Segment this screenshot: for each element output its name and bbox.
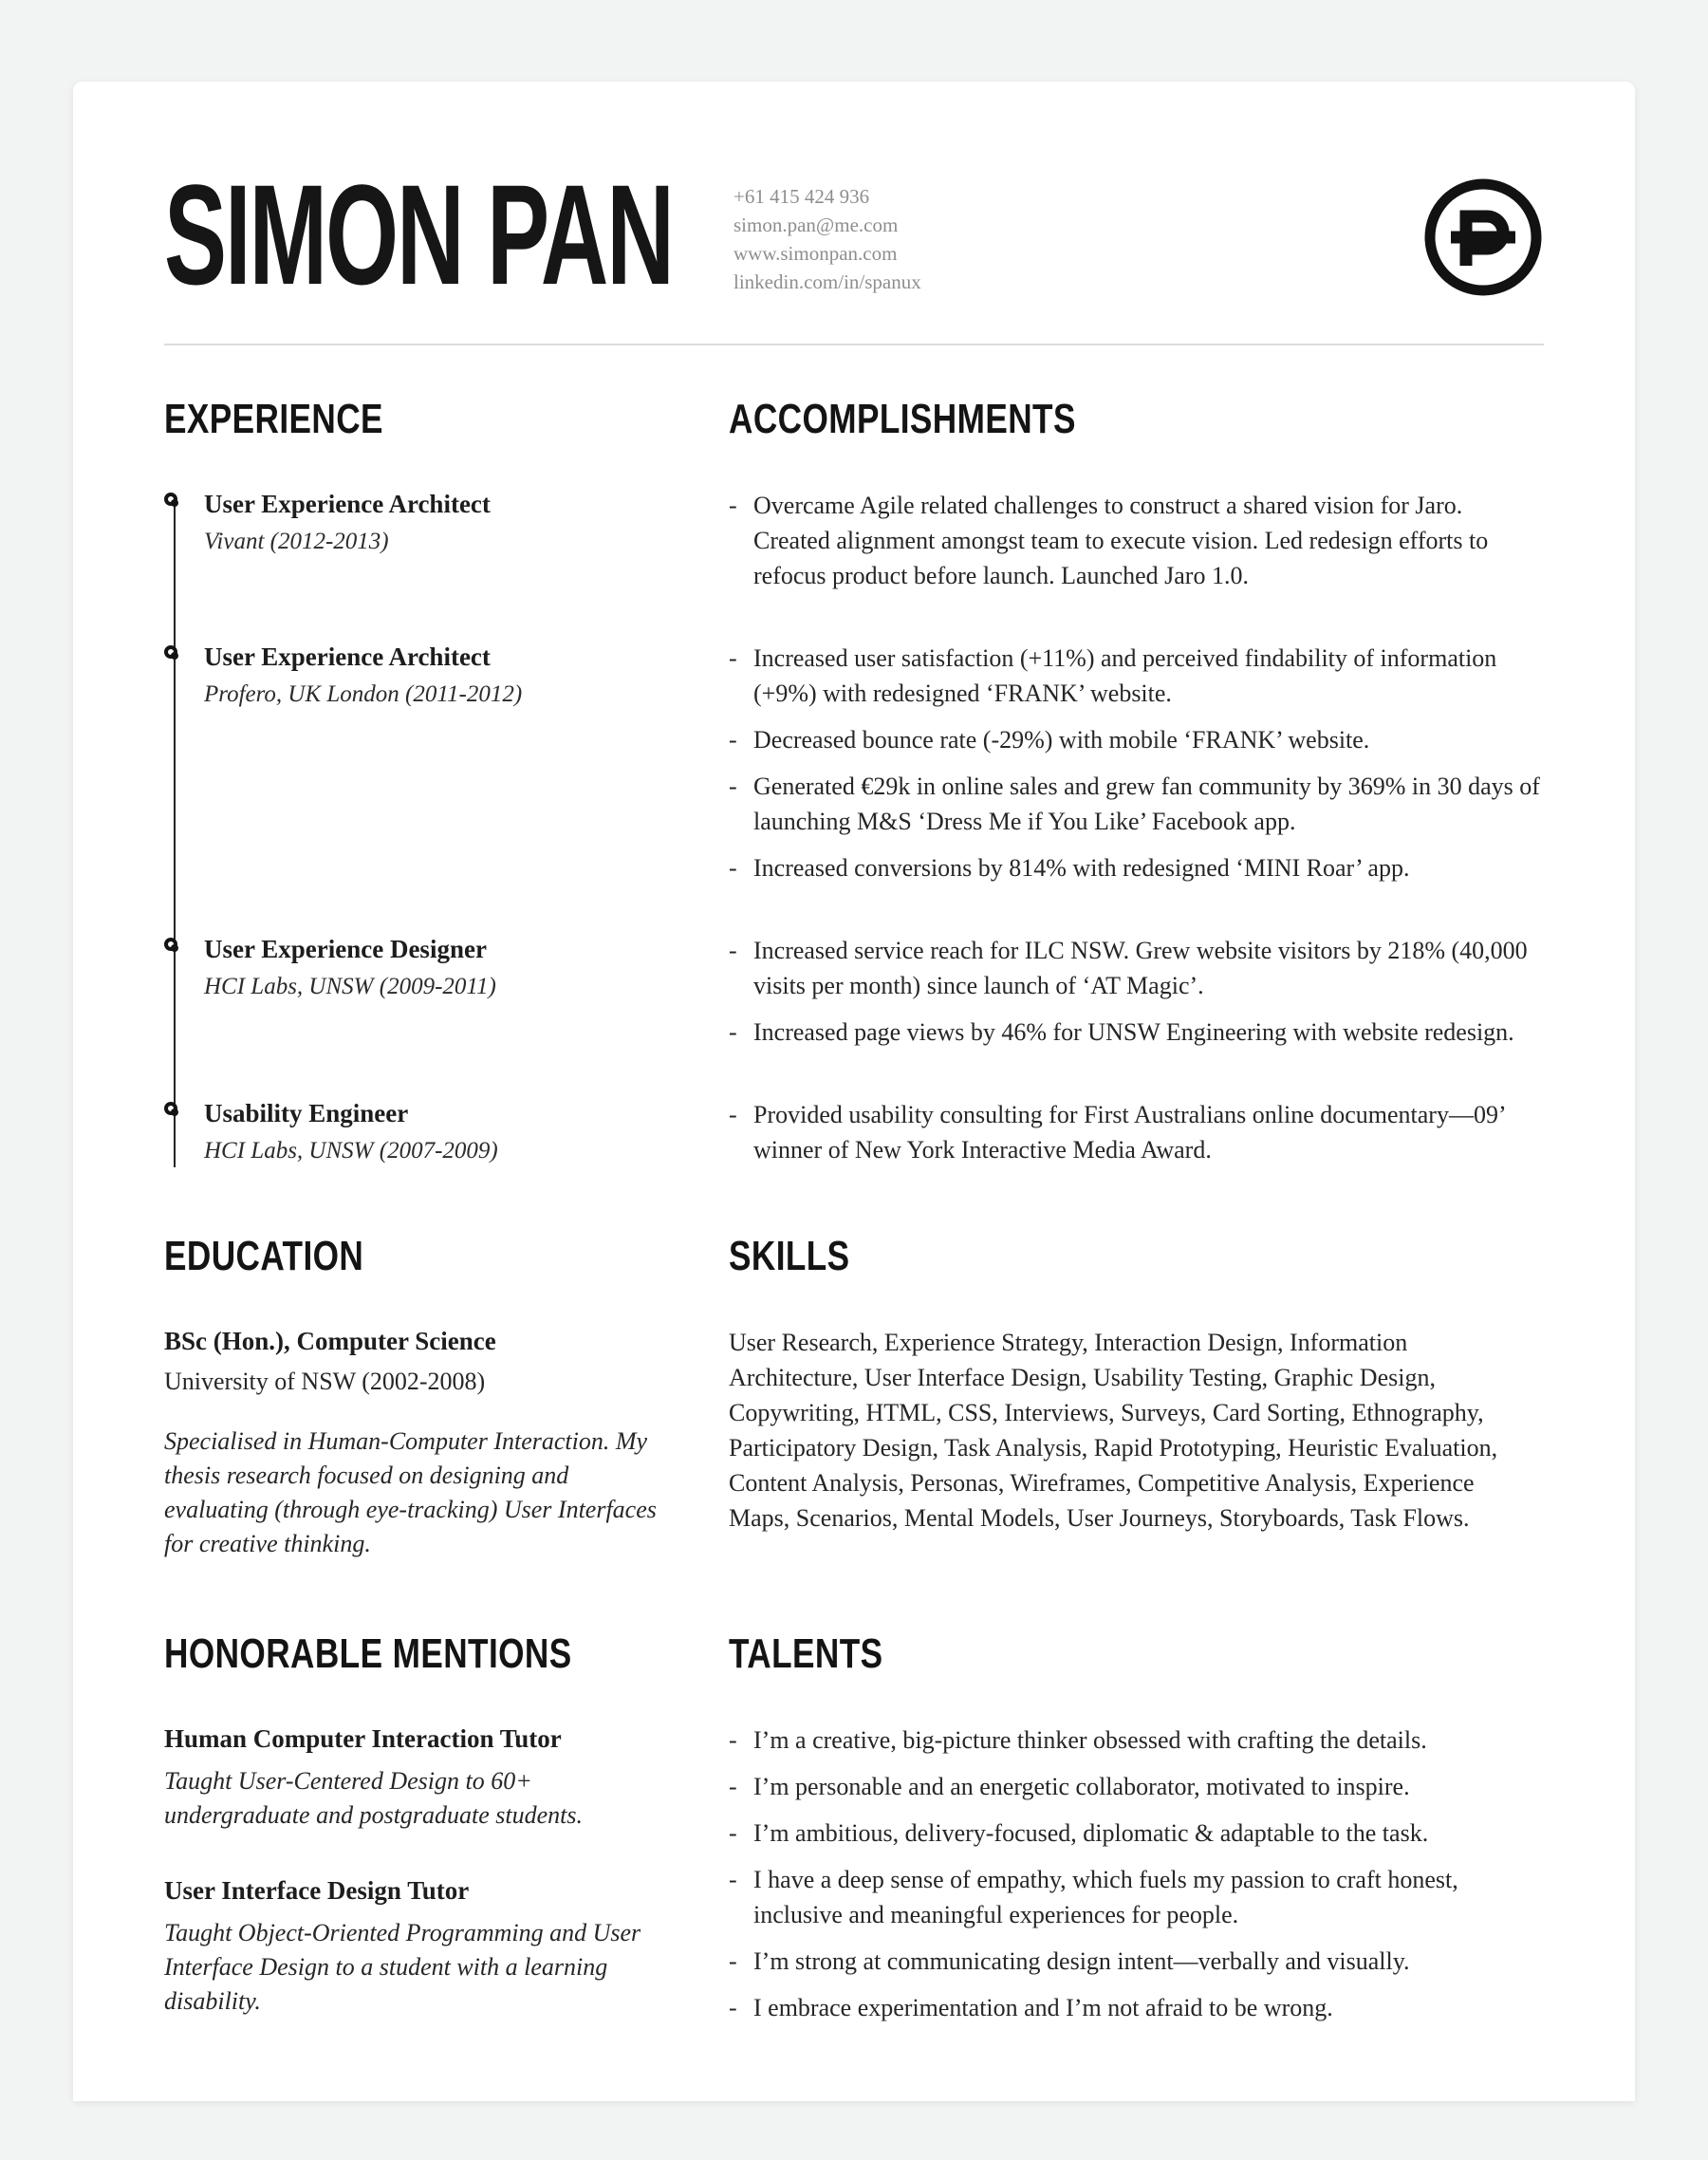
timeline-marker-icon <box>164 1102 177 1115</box>
accomplishment-item: - Provided usability consulting for First Australians online documentary—09’ winner of New York Interactive Media Award. <box>729 1097 1541 1167</box>
education-note: Specialised in Human-Computer Interaction. My thesis research focused on designing and evaluating (through eye-tracking) User Interfaces for creative thinking. <box>164 1427 657 1557</box>
job-accomplishments <box>729 641 1541 885</box>
mention-role: User Interface Design Tutor <box>164 1876 470 1905</box>
education-skills-section <box>164 1233 1544 1561</box>
resume-body <box>164 396 1544 2025</box>
job-entry <box>164 641 658 885</box>
job-org-dates: Profero, UK London (2011-2012) <box>204 681 523 707</box>
contact-line: www.simonpan.com <box>733 242 898 265</box>
education-degree: BSc (Hon.), Computer Science <box>164 1327 496 1355</box>
job-org-dates: HCI Labs, UNSW (2007-2009) <box>204 1138 498 1164</box>
experience-accomplishments-section <box>164 396 1544 1167</box>
education-entry <box>164 1325 658 1561</box>
talent-item: - I have a deep sense of empathy, which fuels my passion to craft honest, inclusive and meaningful experiences for people. <box>729 1862 1541 1932</box>
accomplishment-item: - Decreased bounce rate (-29%) with mobile ‘FRANK’ website. <box>729 722 1541 757</box>
resume-card <box>73 82 1635 2101</box>
talent-item: - I’m personable and an energetic collaborator, motivated to inspire. <box>729 1769 1541 1804</box>
mention-note: Taught User-Centered Design to 60+ undergraduate and postgraduate students. <box>164 1767 584 1829</box>
job-entry <box>164 488 658 593</box>
mention-note: Taught Object-Oriented Programming and User Interface Design to a student with a learning disability. <box>164 1919 641 2015</box>
skills-heading: SKILLS <box>729 1233 850 1279</box>
contact-line: simon.pan@me.com <box>733 214 899 236</box>
contact-block <box>733 182 921 296</box>
talents-list <box>729 1722 1541 2025</box>
experience-heading: EXPERIENCE <box>164 396 383 442</box>
education-heading: EDUCATION <box>164 1233 364 1279</box>
logo <box>1422 177 1544 298</box>
mentions-list <box>164 1722 658 2025</box>
mention-entry <box>164 1722 658 1833</box>
job-accomplishments <box>729 488 1541 593</box>
mention-entry <box>164 1874 658 2019</box>
skills-list <box>729 1325 1541 1561</box>
page-background <box>0 82 1708 2101</box>
accomplishments-heading: ACCOMPLISHMENTS <box>729 396 1076 442</box>
talent-item: - I’m a creative, big-picture thinker obsessed with crafting the details. <box>729 1722 1541 1758</box>
education-school: University of NSW (2002-2008) <box>164 1368 486 1395</box>
mentions-talents-section <box>164 1630 1544 2025</box>
mentions-heading: HONORABLE MENTIONS <box>164 1630 572 1677</box>
logo-monogram-icon <box>1422 177 1544 298</box>
job-org-dates: Vivant (2012-2013) <box>204 529 389 554</box>
timeline-marker-icon <box>164 938 177 951</box>
job-role: Usability Engineer <box>204 1099 409 1127</box>
job-org-dates: HCI Labs, UNSW (2009-2011) <box>204 974 496 999</box>
job-accomplishments <box>729 933 1541 1050</box>
talents-heading: TALENTS <box>729 1630 883 1677</box>
accomplishment-item: - Increased service reach for ILC NSW. Grew website visitors by 218% (40,000 visits per month) since launch of ‘AT Magic’. <box>729 933 1541 1003</box>
accomplishment-item: - Overcame Agile related challenges to construct a shared vision for Jaro. Created alignment amongst team to execute vision. Led redesign efforts to refocus product before launch. Launched Jaro 1.0. <box>729 488 1541 593</box>
job-role: User Experience Designer <box>204 935 487 963</box>
job-accomplishments <box>729 1097 1541 1167</box>
talent-item: - I’m strong at communicating design intent—verbally and visually. <box>729 1944 1541 1979</box>
job-role: User Experience Architect <box>204 642 491 671</box>
skills-text: User Research, Experience Strategy, Interaction Design, Information Architecture, User Interface Design, Usability Testing, Graphic Design, Copywriting, HTML, CSS, Interviews, Surveys, Card Sorting, Ethnography, Participatory Design, Task Analysis, Rapid Prototyping, Heuristic Evaluation, Content Analysis, Personas, Wireframes, Competitive Analysis, Experience Maps, Scenarios, Mental Models, User Journeys, Storyboards, Task Flows. <box>729 1329 1498 1532</box>
job-entry <box>164 1097 658 1167</box>
accomplishment-item: - Increased user satisfaction (+11%) and perceived findability of information (+9%) with redesigned ‘FRANK’ website. <box>729 641 1541 711</box>
header <box>164 155 1544 345</box>
job-role: User Experience Architect <box>204 490 491 518</box>
contact-line: +61 415 424 936 <box>733 185 870 208</box>
talent-item: - I’m ambitious, delivery-focused, diplomatic & adaptable to the task. <box>729 1816 1541 1851</box>
timeline-marker-icon <box>164 493 177 506</box>
job-entry <box>164 933 658 1050</box>
timeline-marker-icon <box>164 645 177 659</box>
accomplishment-item: - Generated €29k in online sales and grew fan community by 369% in 30 days of launching M&S ‘Dress Me if You Like’ Facebook app. <box>729 769 1541 839</box>
accomplishment-item: - Increased conversions by 814% with redesigned ‘MINI Roar’ app. <box>729 850 1541 885</box>
mention-role: Human Computer Interaction Tutor <box>164 1724 562 1753</box>
name-title: SIMON PAN <box>164 155 673 314</box>
talent-item: - I embrace experimentation and I’m not afraid to be wrong. <box>729 1990 1541 2025</box>
contact-line: linkedin.com/in/spanux <box>733 270 921 293</box>
accomplishment-item: - Increased page views by 46% for UNSW Engineering with website redesign. <box>729 1015 1541 1050</box>
